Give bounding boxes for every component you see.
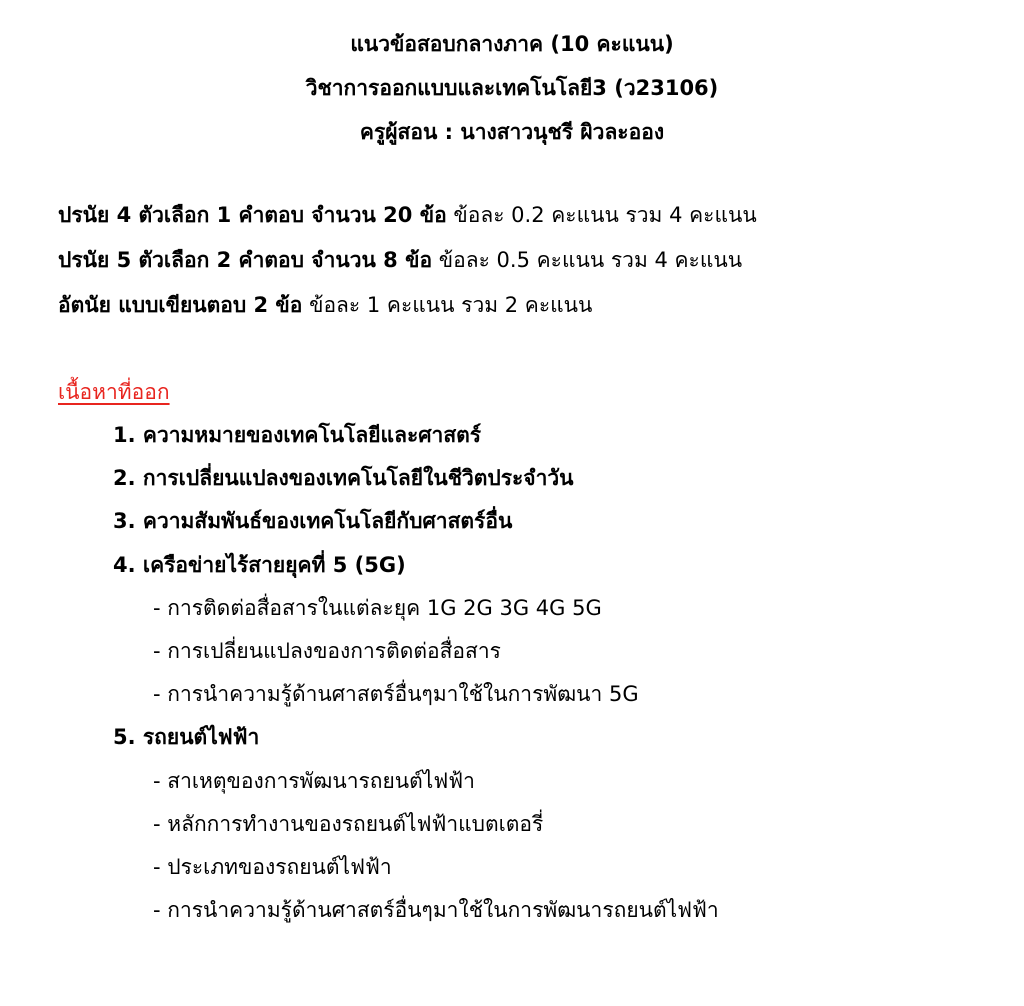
exam-title: แนวข้อสอบกลางภาค (10 คะแนน) xyxy=(350,32,674,56)
scoring-section xyxy=(58,193,757,328)
subtopic-item: - การติดต่อสื่อสารในแต่ละยุค 1G 2G 3G 4G 5G xyxy=(153,595,602,620)
scoring-type: ปรนัย 4 ตัวเลือก 1 คำตอบ จำนวน 20 ข้อ xyxy=(58,203,447,227)
document-header xyxy=(0,22,1024,154)
subtopic-item: - สาเหตุของการพัฒนารถยนต์ไฟฟ้า xyxy=(153,768,475,793)
content-section-title: เนื้อหาที่ออก xyxy=(58,380,170,404)
scoring-line xyxy=(58,283,757,328)
subject-title: วิชาการออกแบบและเทคโนโลยี3 (ว23106) xyxy=(305,76,719,100)
scoring-points: ข้อละ 1 คะแนน รวม 2 คะแนน xyxy=(309,293,593,317)
topic-item: 2. การเปลี่ยนแปลงของเทคโนโลยีในชีวิตประจำวัน xyxy=(113,466,574,491)
subtopic-item: - การเปลี่ยนแปลงของการติดต่อสื่อสาร xyxy=(153,639,501,664)
subtopic-item: - การนำความรู้ด้านศาสตร์อื่นๆมาใช้ในการพัฒนา 5G xyxy=(153,682,639,707)
teacher-name: ครูผู้สอน : นางสาวนุชรี ผิวละออง xyxy=(359,120,665,144)
scoring-points: ข้อละ 0.2 คะแนน รวม 4 คะแนน xyxy=(453,203,757,227)
topic-list xyxy=(113,414,719,932)
subtopic-item: - การนำความรู้ด้านศาสตร์อื่นๆมาใช้ในการพัฒนารถยนต์ไฟฟ้า xyxy=(153,898,719,923)
topic-item: 3. ความสัมพันธ์ของเทคโนโลยีกับศาสตร์อื่น xyxy=(113,509,513,534)
scoring-type: ปรนัย 5 ตัวเลือก 2 คำตอบ จำนวน 8 ข้อ xyxy=(58,248,433,272)
topic-item: 4. เครือข่ายไร้สายยุคที่ 5 (5G) xyxy=(113,552,406,577)
topic-item: 1. ความหมายของเทคโนโลยีและศาสตร์ xyxy=(113,423,482,447)
subtopic-item: - ประเภทของรถยนต์ไฟฟ้า xyxy=(153,855,392,880)
scoring-points: ข้อละ 0.5 คะแนน รวม 4 คะแนน xyxy=(438,248,743,272)
scoring-line xyxy=(58,193,757,238)
scoring-type: อัตนัย แบบเขียนตอบ 2 ข้อ xyxy=(58,293,303,317)
scoring-line xyxy=(58,238,757,283)
topic-item: 5. รถยนต์ไฟฟ้า xyxy=(113,725,260,750)
subtopic-item: - หลักการทำงานของรถยนต์ไฟฟ้าแบตเตอรี่ xyxy=(153,811,544,836)
